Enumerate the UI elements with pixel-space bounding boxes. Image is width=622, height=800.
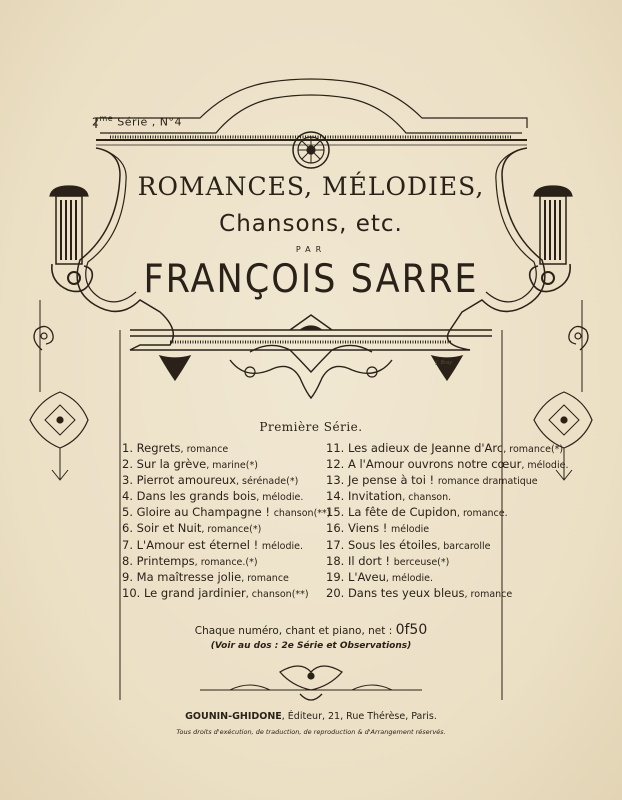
song-genre: , romance <box>464 588 513 600</box>
song-genre: , mélodie. <box>256 492 304 504</box>
song-genre: , romance <box>180 444 229 455</box>
song-genre: romance dramatique <box>437 476 538 488</box>
song-number: 3. <box>122 473 133 488</box>
song-number: 15. <box>326 505 345 520</box>
song-title: Je pense à toi ! <box>347 473 438 488</box>
song-title: Le grand jardinier <box>143 585 246 600</box>
song-item <box>122 585 332 601</box>
song-item <box>122 472 332 488</box>
song-title: L'Amour est éternel ! <box>136 537 262 552</box>
song-title: Viens ! <box>347 521 392 536</box>
song-number: 13. <box>326 473 345 488</box>
song-item <box>326 569 536 585</box>
song-mark: (*) <box>245 460 258 472</box>
song-list-left <box>122 440 332 601</box>
song-genre: mélodie. <box>261 540 303 552</box>
song-item <box>122 553 332 569</box>
song-item <box>122 504 332 520</box>
song-number: 7. <box>122 537 133 552</box>
song-genre: , barcarolle <box>437 540 491 552</box>
song-title: Ma maîtresse jolie <box>136 569 242 584</box>
song-item <box>122 569 332 585</box>
song-title: Il dort ! <box>347 553 394 568</box>
song-number: 14. <box>326 489 345 504</box>
song-item <box>122 440 332 456</box>
series-label <box>92 114 182 129</box>
song-title: Soir et Nuit <box>136 521 202 536</box>
song-item <box>122 520 332 536</box>
series-ordinal: 2 <box>92 115 100 129</box>
price-note: (Voir au dos : 2e Série et Observations) <box>210 641 412 651</box>
composer-name: FRANÇOIS SARRE <box>143 257 479 302</box>
song-title: Invitation <box>347 489 403 504</box>
song-number: 9. <box>122 569 133 584</box>
song-item <box>122 456 332 472</box>
song-title: Gloire au Champagne ! <box>136 505 274 520</box>
publisher-address: , Éditeur, 21, Rue Thérèse, Paris. <box>281 711 437 722</box>
engraver-signature: J. Bray <box>436 360 453 366</box>
song-title: Dans les grands bois <box>136 489 257 504</box>
song-list-right <box>326 440 569 601</box>
title-chansons: Chansons, etc. <box>219 211 403 237</box>
song-genre: , sérénade <box>236 476 287 488</box>
song-genre: chanson <box>273 508 314 520</box>
song-title: Dans tes yeux bleus <box>347 585 465 600</box>
song-genre: , mélodie. <box>521 460 569 472</box>
section-heading: Première Série. <box>259 420 363 434</box>
song-number: 1. <box>122 441 133 455</box>
song-title: A l'Amour ouvrons notre cœur <box>347 457 522 472</box>
song-number: 10. <box>122 585 141 600</box>
song-item <box>326 456 569 472</box>
song-item <box>326 537 536 553</box>
song-genre: , chanson <box>245 588 292 600</box>
song-genre: , romance <box>503 444 551 455</box>
song-mark: (*) <box>437 556 450 568</box>
song-genre: berceuse <box>393 556 438 568</box>
song-genre: , marine <box>206 460 246 472</box>
song-mark: (*) <box>245 556 258 568</box>
song-item <box>326 504 536 520</box>
par-label: PAR <box>295 245 327 254</box>
song-title: Printemps <box>136 553 195 568</box>
song-title: Sous les étoiles <box>347 537 438 552</box>
song-number: 19. <box>326 569 345 584</box>
song-title: L'Aveu <box>347 569 386 584</box>
song-mark: (**) <box>313 508 331 520</box>
price-text: Chaque numéro, chant et piano, net : <box>194 625 396 637</box>
song-title: Sur la grève <box>136 457 207 472</box>
song-genre: , romance <box>241 572 289 584</box>
rights-notice: Tous droits d'exécution, de traduction, de reproduction & d'Arrangement réservés. <box>176 728 446 736</box>
song-item <box>326 520 536 536</box>
song-genre: mélodie <box>391 524 430 536</box>
song-number: 8. <box>122 553 133 568</box>
song-genre: , mélodie. <box>385 572 434 584</box>
song-number: 17. <box>326 537 345 552</box>
song-number: 20. <box>326 585 345 600</box>
song-number: 5. <box>122 505 133 520</box>
song-number: 18. <box>326 553 345 568</box>
song-genre: , romance <box>201 524 250 536</box>
song-item <box>326 553 536 569</box>
song-number: 4. <box>122 489 133 504</box>
song-genre: , chanson. <box>402 492 452 504</box>
song-number: 12. <box>326 457 345 472</box>
publisher-name: GOUNIN-GHIDONE <box>185 711 282 722</box>
song-item <box>326 472 536 488</box>
song-number: 2. <box>122 457 133 472</box>
song-item <box>326 440 564 456</box>
song-item <box>122 488 332 504</box>
song-title: Regrets <box>136 441 181 455</box>
series-number: Série , N°4 <box>113 115 183 129</box>
song-genre: , romance. <box>194 556 246 568</box>
publisher-line <box>0 711 622 722</box>
title-romances-melodies: ROMANCES, MÉLODIES, <box>137 172 485 201</box>
price-value: 0f50 <box>395 622 428 638</box>
song-item <box>326 585 536 601</box>
song-mark: (*) <box>550 444 564 455</box>
song-number: 11. <box>326 441 345 455</box>
song-item <box>122 537 332 553</box>
song-genre: , romance. <box>456 508 508 520</box>
song-mark: (**) <box>291 588 309 600</box>
song-title: Les adieux de Jeanne d'Arc <box>347 441 504 455</box>
song-number: 16. <box>326 521 345 536</box>
song-number: 6. <box>122 521 133 536</box>
series-ordinal-suffix: me <box>99 114 114 123</box>
song-item <box>326 488 536 504</box>
song-title: Pierrot amoureux <box>136 473 237 488</box>
song-mark: (*) <box>249 524 262 536</box>
song-title: La fête de Cupidon <box>347 505 457 520</box>
price-line <box>0 622 622 638</box>
song-mark: (*) <box>286 476 299 488</box>
